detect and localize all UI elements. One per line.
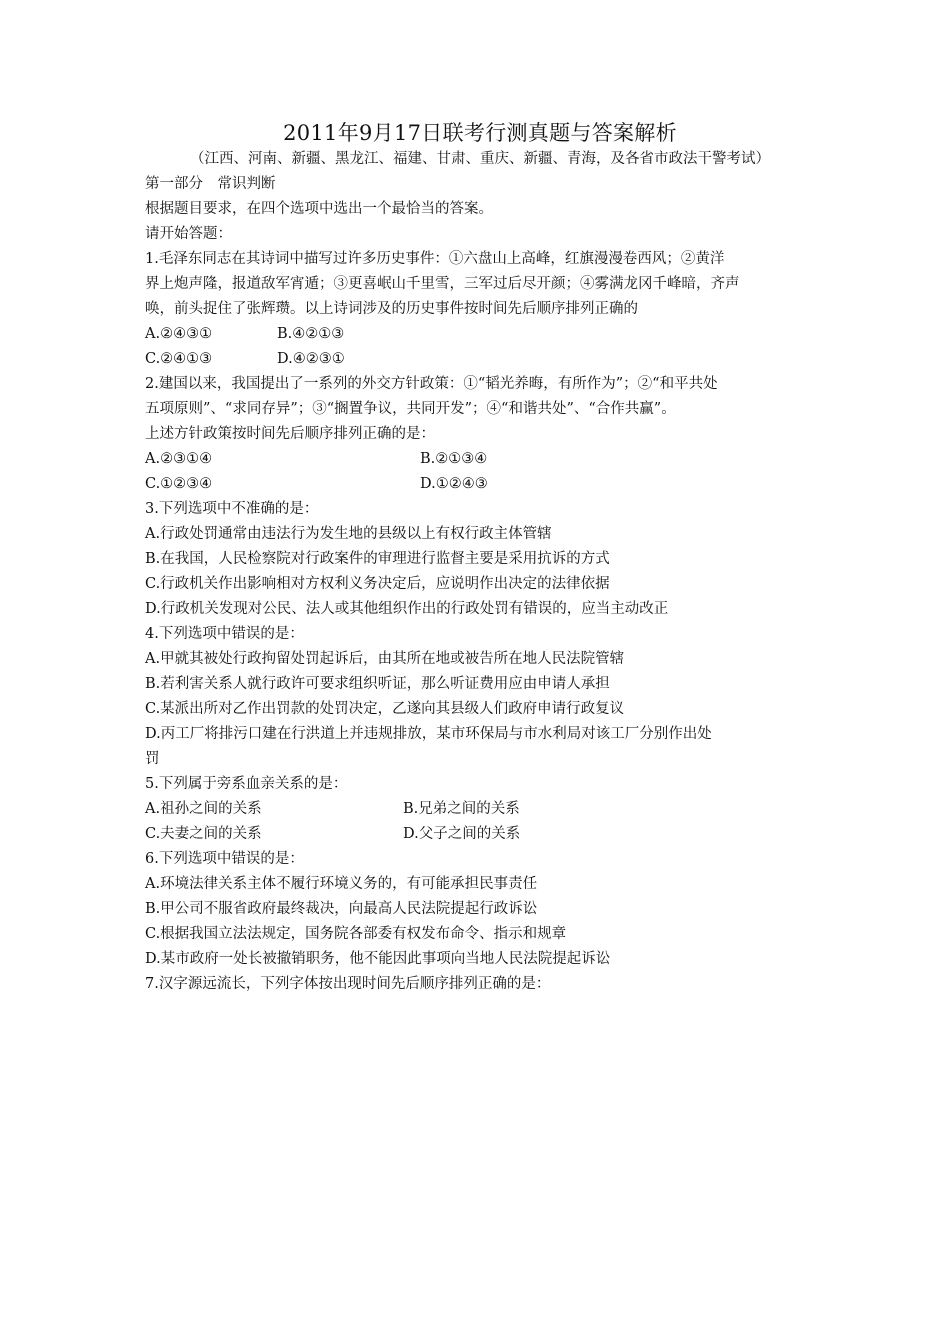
- option-b: B.在我国，人民检察院对行政案件的审理进行监督主要是采用抗诉的方式: [145, 551, 610, 567]
- option-b: B.②①③④: [420, 451, 488, 467]
- option-a: A.祖孙之间的关系: [145, 801, 262, 817]
- question-1: [145, 247, 815, 372]
- option-b: B.若利害关系人就行政许可要求组织听证，那么听证费用应由申请人承担: [145, 676, 610, 692]
- option-b: B.兄弟之间的关系: [403, 801, 520, 817]
- option-d: D.某市政府一处长被撤销职务，他不能因此事项向当地人民法院提起诉讼: [145, 951, 611, 967]
- question-stem-line: 3.下列选项中不准确的是：: [145, 501, 319, 517]
- option-c: C.行政机关作出影响相对方权利义务决定后，应说明作出决定的法律依据: [145, 576, 610, 592]
- option-c: C.②④①③: [145, 351, 213, 367]
- start-prompt: 请开始答题：: [145, 226, 232, 242]
- question-stem-line: 上述方针政策按时间先后顺序排列正确的是：: [145, 426, 435, 442]
- option-d: D.父子之间的关系: [403, 826, 521, 842]
- option-row: [145, 447, 815, 472]
- question-stem-line: 5.下列属于旁系血亲关系的是：: [145, 776, 348, 792]
- option-c: C.根据我国立法法规定，国务院各部委有权发布命令、指示和规章: [145, 926, 567, 942]
- document-subtitle: （江西、河南、新疆、黑龙江、福建、甘肃、重庆、新疆、青海，及各省市政法干警考试）: [190, 151, 770, 167]
- question-5: [145, 772, 815, 847]
- option-d: D.④②③①: [277, 351, 345, 367]
- question-stem-line: 1.毛泽东同志在其诗词中描写过许多历史事件：①六盘山上高峰，红旗漫漫卷西风；②黄洋: [145, 251, 725, 267]
- question-3: [145, 497, 815, 622]
- question-stem-line: 唤，前头捉住了张辉瓒。以上诗词涉及的历史事件按时间先后顺序排列正确的: [145, 301, 638, 317]
- option-d: D.行政机关发现对公民、法人或其他组织作出的行政处罚有错误的，应当主动改正: [145, 601, 669, 617]
- question-4: [145, 622, 815, 772]
- section-heading: 第一部分 常识判断: [145, 176, 276, 192]
- option-c: C.①②③④: [145, 476, 213, 492]
- option-d-continued: 罚: [145, 751, 160, 767]
- option-row: [145, 797, 815, 822]
- option-a: A.行政处罚通常由违法行为发生地的县级以上有权行政主体管辖: [145, 526, 552, 542]
- option-row: [145, 822, 815, 847]
- question-stem-line: 4.下列选项中错误的是：: [145, 626, 304, 642]
- question-7: [145, 972, 815, 997]
- option-c: C.夫妻之间的关系: [145, 826, 262, 842]
- option-a: A.环境法律关系主体不履行环境义务的，有可能承担民事责任: [145, 876, 538, 892]
- option-row: [145, 322, 815, 347]
- option-b: B.甲公司不服省政府最终裁决，向最高人民法院提起行政诉讼: [145, 901, 538, 917]
- instruction-text: 根据题目要求，在四个选项中选出一个最恰当的答案。: [145, 201, 493, 217]
- question-stem-line: 2.建国以来，我国提出了一系列的外交方针政策：①“韬光养晦，有所作为”；②“和平共处: [145, 376, 718, 392]
- question-6: [145, 847, 815, 972]
- document-title: 2011年9月17日联考行测真题与答案解析: [283, 121, 677, 145]
- document-page: [145, 118, 815, 997]
- option-row: [145, 347, 815, 372]
- option-row: [145, 472, 815, 497]
- question-stem-line: 7.汉字源远流长，下列字体按出现时间先后顺序排列正确的是：: [145, 976, 551, 992]
- question-stem-line: 界上炮声隆，报道敌军宵遁；③更喜岷山千里雪，三军过后尽开颜；④雾满龙冈千峰暗，齐声: [145, 276, 740, 292]
- option-d: D.①②④③: [420, 476, 488, 492]
- question-stem-line: 五项原则”、“求同存异”；③“搁置争议，共同开发”；④“和谐共处”、“合作共赢”。: [145, 401, 676, 417]
- option-a: A.②④③①: [145, 326, 213, 342]
- question-stem-line: 6.下列选项中错误的是：: [145, 851, 304, 867]
- option-b: B.④②①③: [277, 326, 345, 342]
- option-d: D.丙工厂将排污口建在行洪道上并违规排放，某市环保局与市水利局对该工厂分别作出处: [145, 726, 712, 742]
- option-c: C.某派出所对乙作出罚款的处罚决定，乙遂向其县级人们政府申请行政复议: [145, 701, 625, 717]
- question-2: [145, 372, 815, 497]
- option-a: A.②③①④: [145, 451, 213, 467]
- option-a: A.甲就其被处行政拘留处罚起诉后，由其所在地或被告所在地人民法院管辖: [145, 651, 625, 667]
